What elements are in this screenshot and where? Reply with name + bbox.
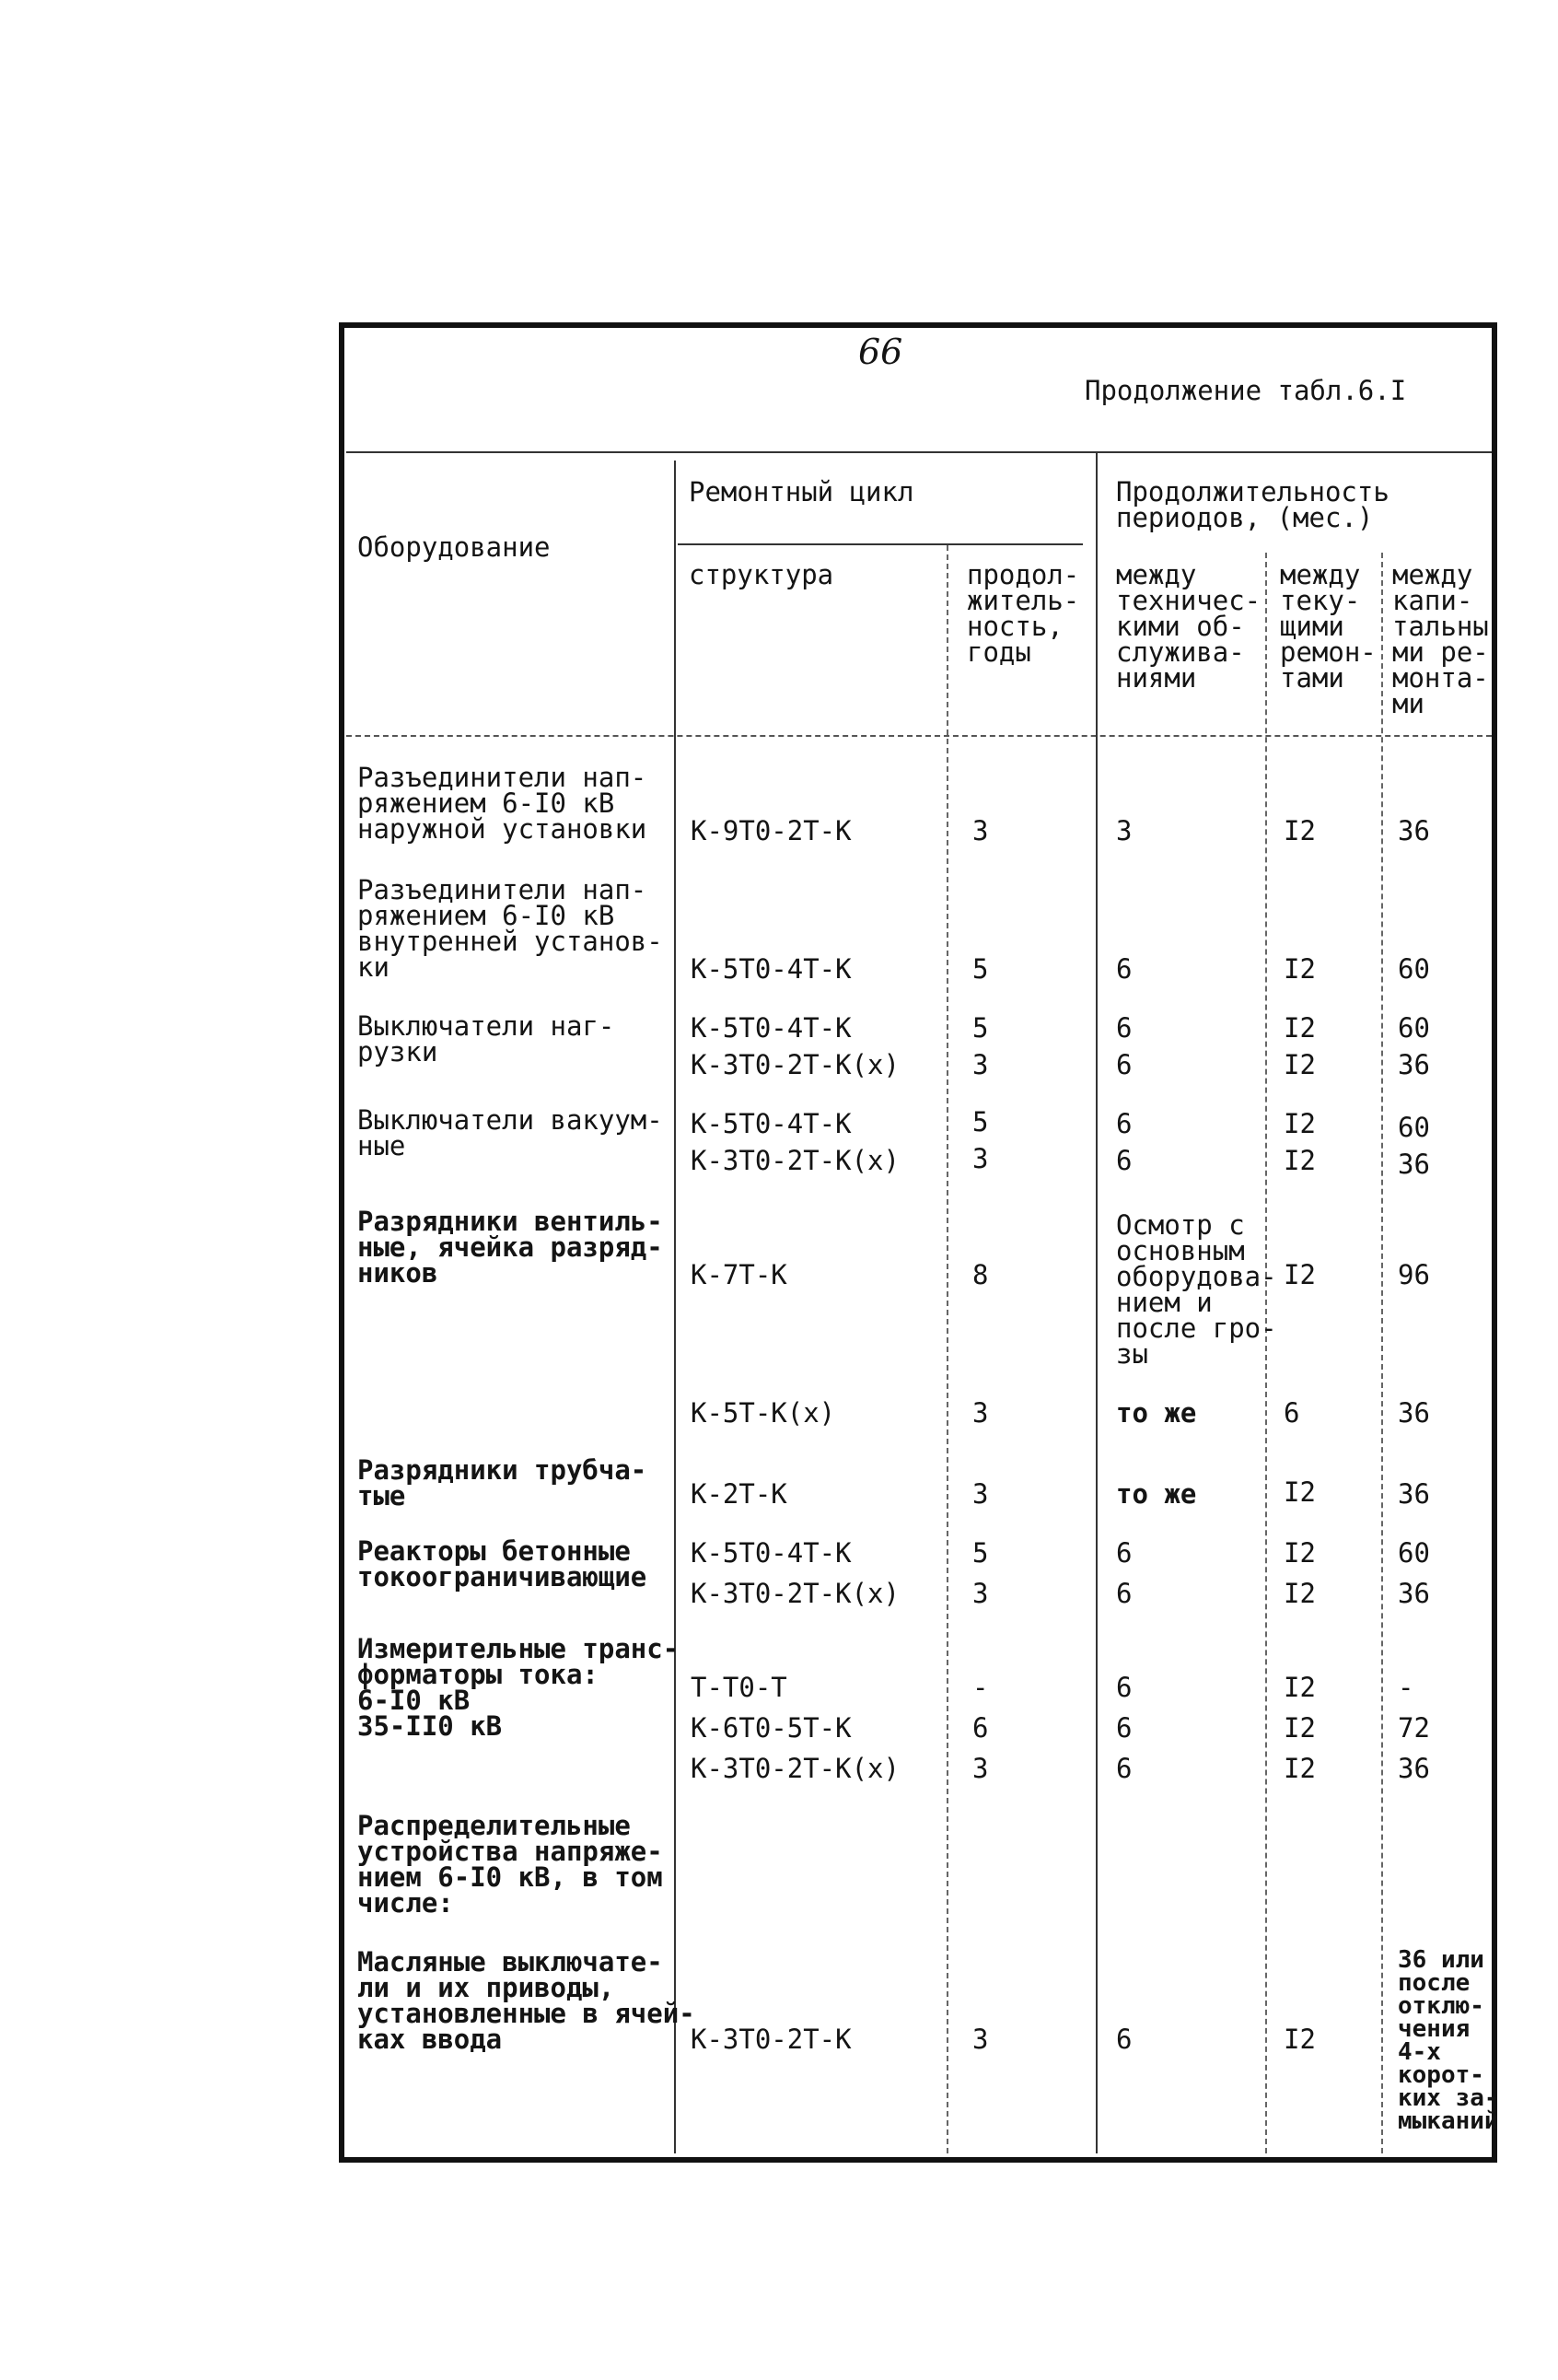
- row-tech: 6 6: [1116, 1537, 1133, 1609]
- row-structure: К-2Т-К: [691, 1478, 787, 1510]
- header-between-tech: между техничес- кими об- служива- ниями: [1116, 559, 1262, 694]
- row-years: 5 3: [972, 1537, 989, 1609]
- row-structure: К-9Т0-2Т-К: [691, 815, 852, 846]
- row-capital: 60 36: [1398, 1537, 1430, 1609]
- row-current: 6: [1284, 1397, 1300, 1429]
- row-years: 3: [972, 2024, 989, 2055]
- row-equipment: Разъединители нап- ряжением 6-I0 кВ наружной установки: [357, 762, 647, 845]
- row-tech: то же: [1116, 1397, 1197, 1429]
- row-current: I2 I2: [1284, 1012, 1316, 1080]
- row-capital: 60: [1398, 953, 1430, 985]
- row-years: 5: [972, 953, 989, 985]
- row-years: 3: [972, 1397, 989, 1429]
- row-current: I2: [1284, 1259, 1316, 1290]
- header-equipment: Оборудование: [357, 531, 551, 563]
- row-structure: К-3Т0-2Т-К: [691, 2024, 852, 2055]
- row-capital: 36: [1398, 1397, 1430, 1429]
- header-duration-periods: Продолжительность периодов, (мес.): [1116, 476, 1389, 533]
- col-divider-current: [1381, 553, 1383, 2153]
- header-top-rule: [346, 451, 1492, 453]
- row-capital: - 72 36: [1398, 1672, 1430, 1784]
- row-years: 5 3: [972, 1012, 989, 1080]
- row-equipment: Выключатели вакуум- ные: [357, 1104, 663, 1161]
- row-equipment: Реакторы бетонные токоограничивающие: [357, 1535, 647, 1592]
- row-structure: К-5Т-К(х): [691, 1397, 836, 1429]
- header-duration-years: продол- житель- ность, годы: [967, 559, 1080, 668]
- row-structure: К-5Т0-4Т-К К-3Т0-2Т-К(х): [691, 1012, 900, 1080]
- row-equipment: Измерительные транс- форматоры тока: 6-I0 кВ 35-II0 кВ: [357, 1633, 680, 1742]
- row-current: I2: [1284, 815, 1316, 846]
- row-structure: К-7Т-К: [691, 1259, 787, 1290]
- row-tech: 6 6 6: [1116, 1672, 1133, 1784]
- header-between-capital: между капи- тальны ми ре- монта- ми: [1392, 559, 1489, 719]
- row-current: I2: [1284, 1476, 1316, 1508]
- header-sub-rule: [678, 543, 1083, 545]
- row-equipment: Разрядники трубча- тые: [357, 1454, 647, 1511]
- header-repair-cycle: Ремонтный цикл: [689, 476, 914, 508]
- row-equipment: Выключатели наг- рузки: [357, 1010, 615, 1068]
- row-capital: 36 или после отклю- чения 4-х корот- ких за- мыканий: [1398, 1946, 1499, 2135]
- header-between-current: между теку- щими ремон- тами: [1280, 559, 1377, 694]
- row-years: 3: [972, 815, 989, 846]
- row-capital: 36: [1398, 815, 1430, 846]
- row-years: - 6 3: [972, 1672, 989, 1784]
- row-equipment: Разъединители нап- ряжением 6-I0 кВ внутренней установ- ки: [357, 874, 663, 983]
- row-current: I2: [1284, 953, 1316, 985]
- row-tech: 6 6: [1116, 1108, 1133, 1176]
- row-tech: 6: [1116, 953, 1133, 985]
- row-equipment: Масляные выключате- ли и их приводы, установленные в ячей- ках ввода: [357, 1946, 695, 2055]
- row-tech: 6 6: [1116, 1012, 1133, 1080]
- row-structure: К-5Т0-4Т-К: [691, 953, 852, 985]
- col-divider-structure: [947, 545, 948, 2153]
- row-current: I2 I2: [1284, 1108, 1316, 1176]
- row-current: I2 I2 I2: [1284, 1672, 1316, 1784]
- row-structure: Т-Т0-Т К-6Т0-5Т-К К-3Т0-2Т-К(х): [691, 1672, 900, 1784]
- row-structure: К-5Т0-4Т-К К-3Т0-2Т-К(х): [691, 1537, 900, 1609]
- header-structure: структура: [689, 559, 834, 590]
- row-capital: 96: [1398, 1259, 1430, 1290]
- row-tech: Осмотр с основным оборудова- нием и после гро- зы: [1116, 1209, 1277, 1370]
- row-equipment: Разрядники вентиль- ные, ячейка разряд- ников: [357, 1206, 663, 1289]
- row-equipment: Распределительные устройства напряже- нием 6-I0 кВ, в том числе:: [357, 1810, 663, 1919]
- row-tech: 3: [1116, 815, 1133, 846]
- row-capital: 60 36: [1398, 1012, 1430, 1080]
- row-tech: 6: [1116, 2024, 1133, 2055]
- col-divider-years: [1096, 453, 1098, 2153]
- header-bottom-rule: [346, 735, 1492, 737]
- row-current: I2: [1284, 2024, 1316, 2055]
- row-years: 8: [972, 1259, 989, 1290]
- row-years: 5 3: [972, 1106, 989, 1174]
- table-caption: Продолжение табл.6.I: [1085, 375, 1407, 406]
- row-current: I2 I2: [1284, 1537, 1316, 1609]
- col-divider-equipment: [674, 461, 676, 2153]
- row-years: 3: [972, 1478, 989, 1510]
- page-number: 66: [858, 332, 903, 372]
- row-capital: 60 36: [1398, 1112, 1430, 1180]
- row-capital: 36: [1398, 1478, 1430, 1510]
- row-structure: К-5Т0-4Т-К К-3Т0-2Т-К(х): [691, 1108, 900, 1176]
- row-tech: то же: [1116, 1478, 1197, 1510]
